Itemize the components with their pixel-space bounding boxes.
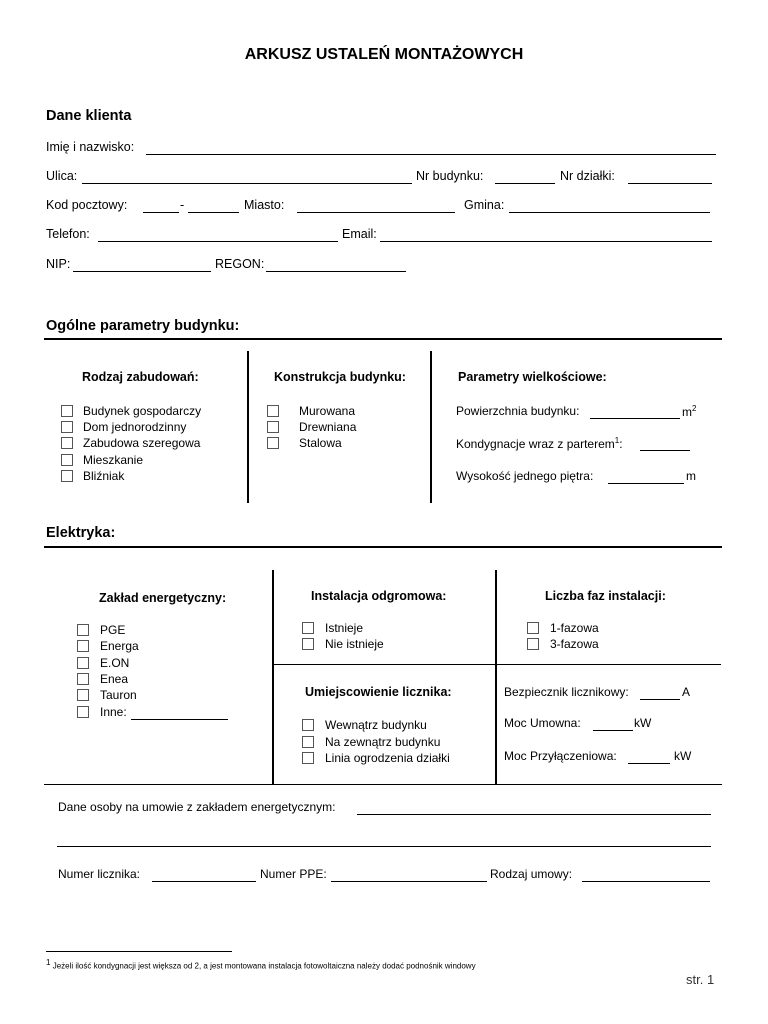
electrical-bottom-rule xyxy=(44,784,722,785)
utility-checkbox[interactable] xyxy=(77,689,89,701)
utility-option: PGE xyxy=(100,623,126,637)
building-type-option: Bliźniak xyxy=(83,469,125,483)
floors-label: Kondygnacje wraz z parterem$^1$: xyxy=(456,436,623,451)
ppe-field[interactable] xyxy=(331,881,487,882)
construction-heading: Konstrukcja budynku: xyxy=(274,370,406,384)
connection-power-field[interactable] xyxy=(628,763,670,764)
meter-location-checkbox[interactable] xyxy=(302,752,314,764)
utility-heading: Zakład energetyczny: xyxy=(99,591,227,605)
utility-option: Inne: xyxy=(100,705,127,719)
ppe-label: Numer PPE: xyxy=(260,867,327,881)
utility-checkbox[interactable] xyxy=(77,673,89,685)
electrical-section-rule xyxy=(44,546,722,548)
utility-checkbox[interactable] xyxy=(77,706,89,718)
building-type-checkbox[interactable] xyxy=(61,421,73,433)
utility-option: E.ON xyxy=(100,656,130,670)
electrical-column-divider-2 xyxy=(495,570,497,784)
regon-label: REGON: xyxy=(215,257,265,271)
meter-location-checkbox[interactable] xyxy=(302,719,314,731)
building-type-checkbox[interactable] xyxy=(61,405,73,417)
floor-height-field[interactable] xyxy=(608,483,684,484)
phases-option: 1-fazowa xyxy=(550,621,599,635)
building-type-option: Zabudowa szeregowa xyxy=(83,436,201,450)
contract-power-field[interactable] xyxy=(593,730,633,731)
lightning-heading: Instalacja odgromowa: xyxy=(311,589,447,603)
building-type-option: Budynek gospodarczy xyxy=(83,404,202,418)
building-type-checkbox[interactable] xyxy=(61,470,73,482)
plot-no-field[interactable] xyxy=(628,183,712,184)
postal-code-field-1[interactable] xyxy=(143,212,179,213)
utility-checkbox[interactable] xyxy=(77,657,89,669)
construction-option: Drewniana xyxy=(299,420,357,434)
commune-field[interactable] xyxy=(509,212,710,213)
postal-code-label: Kod pocztowy: xyxy=(46,198,128,212)
fuse-label: Bezpiecznik licznikowy: xyxy=(504,685,629,699)
construction-checkbox[interactable] xyxy=(267,421,279,433)
building-type-option: Dom jednorodzinny xyxy=(83,420,187,434)
building-no-field[interactable] xyxy=(495,183,555,184)
phases-heading: Liczba faz instalacji: xyxy=(545,589,666,603)
footnote: $^1$ Jeżeli ilość kondygnacji jest większa od 2, a jest montowana instalacja fotowoltaiczna należy dodać podnośnik windowy xyxy=(46,958,476,971)
utility-option: Enea xyxy=(100,672,129,686)
client-section-heading: Dane klienta xyxy=(46,108,132,124)
connection-power-unit: kW xyxy=(674,749,692,763)
meter-location-option: Linia ogrodzenia działki xyxy=(325,751,450,765)
construction-option: Stalowa xyxy=(299,436,342,450)
contract-person-label: Dane osoby na umowie z zakładem energetycznym: xyxy=(58,800,336,814)
area-unit: $m^2$ xyxy=(682,404,697,419)
building-no-label: Nr budynku: xyxy=(416,169,484,183)
meter-location-checkbox[interactable] xyxy=(302,736,314,748)
email-field[interactable] xyxy=(380,241,712,242)
electrical-section-heading: Elektryka: xyxy=(46,525,116,541)
size-params-heading: Parametry wielkościowe: xyxy=(458,370,607,384)
nip-label: NIP: xyxy=(46,257,71,271)
city-label: Miasto: xyxy=(244,198,285,212)
floor-height-label: Wysokość jednego piętra: xyxy=(456,469,594,483)
name-label: Imię i nazwisko: xyxy=(46,140,135,154)
page-number: str. 1 xyxy=(686,972,715,987)
nip-field[interactable] xyxy=(73,271,211,272)
contract-power-unit: kW xyxy=(634,716,652,730)
city-field[interactable] xyxy=(297,212,455,213)
building-type-option: Mieszkanie xyxy=(83,453,144,467)
lightning-checkbox[interactable] xyxy=(302,638,314,650)
fuse-unit: A xyxy=(682,685,691,699)
contract-power-label: Moc Umowna: xyxy=(504,716,581,730)
building-type-checkbox[interactable] xyxy=(61,454,73,466)
email-label: Email: xyxy=(342,227,377,241)
building-section-rule xyxy=(44,338,722,340)
fuse-field[interactable] xyxy=(640,699,680,700)
utility-checkbox[interactable] xyxy=(77,624,89,636)
street-label: Ulica: xyxy=(46,169,78,183)
floor-height-unit: m xyxy=(686,469,696,483)
phone-field[interactable] xyxy=(98,241,338,242)
utility-option: Energa xyxy=(100,639,139,653)
phases-checkbox[interactable] xyxy=(527,622,539,634)
footnote-separator xyxy=(46,951,232,952)
meter-number-field[interactable] xyxy=(152,881,256,882)
postal-code-separator: - xyxy=(180,198,185,212)
utility-other-field[interactable] xyxy=(131,719,228,720)
lightning-option: Nie istnieje xyxy=(325,637,384,651)
regon-field[interactable] xyxy=(266,271,406,272)
meter-number-label: Numer licznika: xyxy=(58,867,141,881)
connection-power-label: Moc Przyłączeniowa: xyxy=(504,749,617,763)
contract-person-field-2[interactable] xyxy=(57,846,711,847)
construction-checkbox[interactable] xyxy=(267,405,279,417)
postal-code-field-2[interactable] xyxy=(188,212,239,213)
building-type-checkbox[interactable] xyxy=(61,437,73,449)
utility-option: Tauron xyxy=(100,688,137,702)
electrical-row-divider xyxy=(272,664,721,665)
street-field[interactable] xyxy=(82,183,412,184)
phone-label: Telefon: xyxy=(46,227,90,241)
area-field[interactable] xyxy=(590,418,680,419)
phases-option: 3-fazowa xyxy=(550,637,599,651)
utility-checkbox[interactable] xyxy=(77,640,89,652)
construction-option: Murowana xyxy=(299,404,356,418)
floors-field[interactable] xyxy=(640,450,690,451)
building-column-divider-2 xyxy=(430,351,432,503)
name-field[interactable] xyxy=(146,154,716,155)
contract-type-label: Rodzaj umowy: xyxy=(490,867,573,881)
contract-type-field[interactable] xyxy=(582,881,710,882)
construction-checkbox[interactable] xyxy=(267,437,279,449)
building-section-heading: Ogólne parametry budynku: xyxy=(46,318,240,334)
contract-person-field[interactable] xyxy=(357,814,711,815)
electrical-column-divider-1 xyxy=(272,570,274,784)
lightning-checkbox[interactable] xyxy=(302,622,314,634)
lightning-option: Istnieje xyxy=(325,621,364,635)
building-column-divider-1 xyxy=(247,351,249,503)
plot-no-label: Nr działki: xyxy=(560,169,615,183)
area-label: Powierzchnia budynku: xyxy=(456,404,580,418)
meter-location-heading: Umiejscowienie licznika: xyxy=(305,685,452,699)
building-type-heading: Rodzaj zabudowań: xyxy=(82,370,199,384)
meter-location-option: Na zewnątrz budynku xyxy=(325,735,441,749)
page-title: ARKUSZ USTALEŃ MONTAŻOWYCH xyxy=(244,46,524,63)
meter-location-option: Wewnątrz budynku xyxy=(325,718,427,732)
phases-checkbox[interactable] xyxy=(527,638,539,650)
commune-label: Gmina: xyxy=(464,198,505,212)
